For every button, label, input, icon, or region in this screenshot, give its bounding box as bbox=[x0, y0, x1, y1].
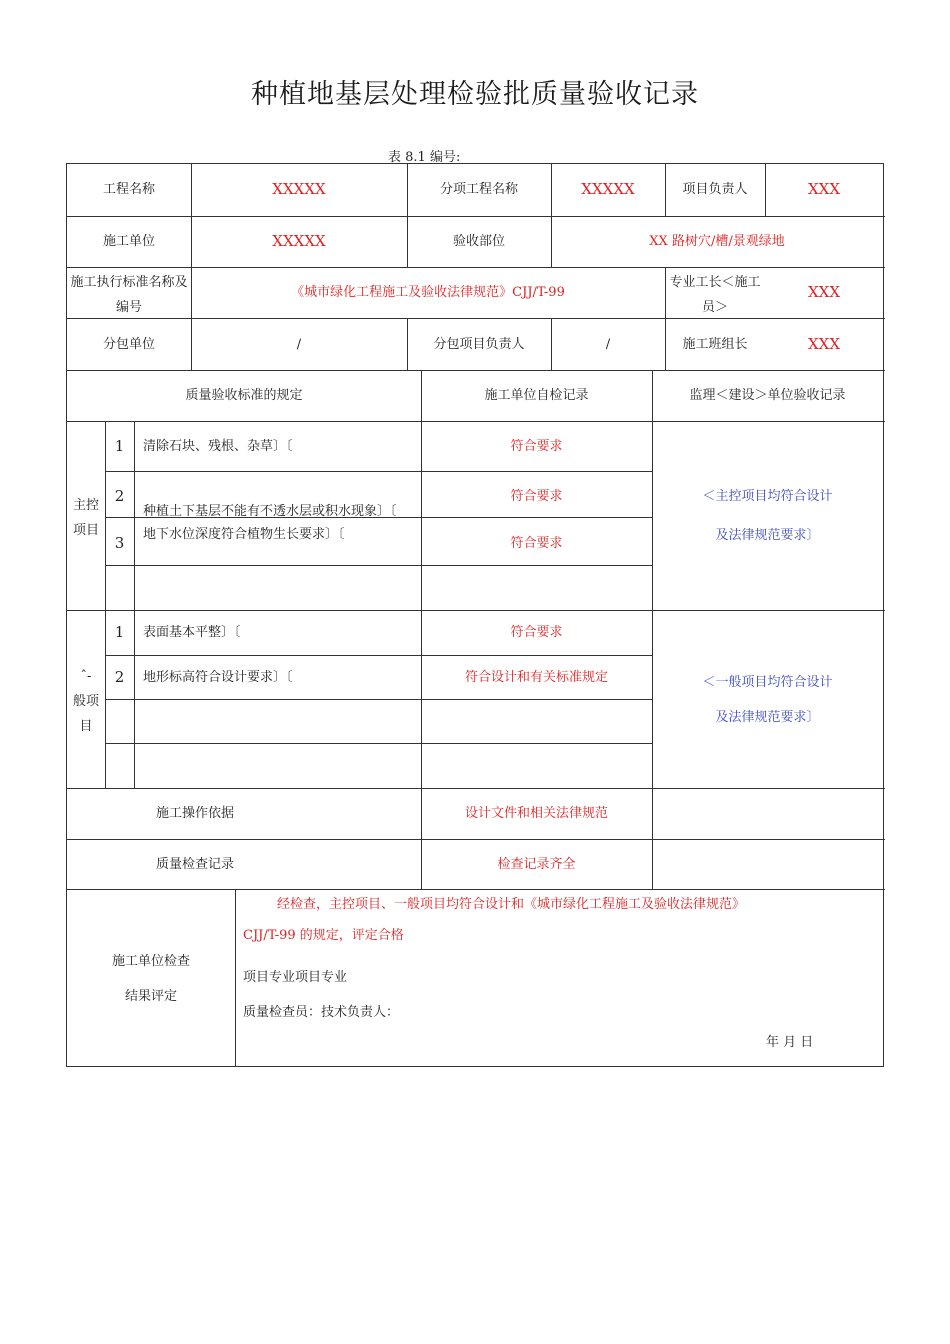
project-manager-value: XXX bbox=[807, 180, 841, 198]
standard-label-line1: 施工执行标准名称及 bbox=[70, 275, 188, 290]
evaluation-label-line2: 结果评定 bbox=[124, 989, 177, 1004]
general-item-1-no: 1 bbox=[114, 623, 125, 641]
evaluation-sign-line2: 质量检查员：技术负责人： bbox=[243, 1005, 400, 1020]
contractor-value: XXXXX bbox=[272, 232, 326, 250]
contractor-label: 施工单位 bbox=[102, 234, 155, 249]
subcontractor-value: / bbox=[296, 337, 302, 352]
foreman-value: XXX bbox=[807, 283, 841, 301]
table-number: 表 8.1 编号: bbox=[388, 150, 461, 165]
subitem-name-label: 分项工程名称 bbox=[439, 182, 518, 197]
main-item-3-text: 地下水位深度符合植物生长要求〕〔 bbox=[143, 527, 345, 542]
general-item-2-no: 2 bbox=[114, 668, 125, 686]
main-item-1-result: 符合要求 bbox=[510, 439, 563, 454]
general-item-2-text: 地形标高符合设计要求〕〔 bbox=[143, 670, 293, 685]
general-item-1-text: 表面基本平整〕〔 bbox=[143, 625, 241, 640]
main-supervision-line1: ＜主控项目均符合设计 bbox=[702, 489, 833, 504]
standard-value: 《城市绿化工程施工及验收法律规范》CJJ/T-99 bbox=[291, 285, 565, 300]
column-header-supervision: 监理＜建设＞单位验收记录 bbox=[689, 388, 846, 403]
quality-record-label: 质量检查记录 bbox=[155, 857, 234, 872]
general-supervision-line2: 及法律规范要求〕 bbox=[715, 710, 820, 725]
evaluation-text-line1: 经检查，主控项目、一般项目均符合设计和《城市绿化工程施工及验收法律规范》 bbox=[277, 897, 746, 912]
column-header-standard: 质量验收标准的规定 bbox=[185, 388, 303, 403]
main-control-label-line2: 项目 bbox=[72, 523, 99, 538]
subitem-name-value: XXXXX bbox=[581, 180, 635, 198]
evaluation-text-line2: CJJ/T-99 的规定，评定合格 bbox=[243, 928, 404, 943]
sub-manager-value: / bbox=[605, 337, 611, 352]
foreman-label-line1: 专业工长＜施工 bbox=[669, 275, 761, 290]
acceptance-part-value: XX 路树穴/槽/景观绿地 bbox=[649, 234, 785, 249]
general-label-line1: ˆ- bbox=[80, 669, 92, 684]
main-supervision-line2: 及法律规范要求〕 bbox=[715, 528, 820, 543]
main-item-3-result: 符合要求 bbox=[510, 536, 563, 551]
team-leader-value: XXX bbox=[807, 335, 841, 353]
project-name-label: 工程名称 bbox=[102, 182, 155, 197]
evaluation-sign-line1: 项目专业项目专业 bbox=[243, 970, 348, 985]
general-item-2-result: 符合设计和有关标准规定 bbox=[464, 670, 608, 685]
acceptance-part-label: 验收部位 bbox=[452, 234, 505, 249]
quality-record-value: 检查记录齐全 bbox=[497, 857, 576, 872]
column-header-self-check: 施工单位自检记录 bbox=[484, 388, 589, 403]
operation-basis-value: 设计文件和相关法律规范 bbox=[464, 806, 608, 821]
subcontractor-label: 分包单位 bbox=[102, 337, 155, 352]
main-item-2-result: 符合要求 bbox=[510, 489, 563, 504]
main-item-1-no: 1 bbox=[114, 437, 125, 455]
standard-label-line2: 编号 bbox=[115, 300, 142, 315]
main-item-2-no: 2 bbox=[114, 487, 125, 505]
main-control-label-line1: 主控 bbox=[72, 498, 99, 513]
foreman-label-line2: 员＞ bbox=[701, 300, 728, 315]
operation-basis-label: 施工操作依据 bbox=[155, 806, 234, 821]
main-item-2-text: 种植土下基层不能有不透水层或积水现象〕〔 bbox=[143, 504, 397, 519]
acceptance-record-table bbox=[66, 163, 884, 1067]
project-name-value: XXXXX bbox=[272, 180, 326, 198]
team-leader-label: 施工班组长 bbox=[682, 337, 748, 352]
general-supervision-line1: ＜一般项目均符合设计 bbox=[702, 675, 833, 690]
main-item-3-no: 3 bbox=[114, 534, 125, 552]
general-label-line2: 般项 bbox=[72, 694, 99, 709]
general-label-line3: 目 bbox=[79, 719, 93, 734]
project-manager-label: 项目负责人 bbox=[682, 182, 748, 197]
evaluation-label-line1: 施工单位检查 bbox=[111, 954, 190, 969]
page-title: 种植地基层处理检验批质量验收记录 bbox=[251, 79, 699, 110]
evaluation-date: 年 月 日 bbox=[766, 1035, 814, 1050]
main-item-1-text: 清除石块、残根、杂草〕〔 bbox=[143, 439, 293, 454]
sub-manager-label: 分包项目负责人 bbox=[433, 337, 525, 352]
general-item-1-result: 符合要求 bbox=[510, 625, 563, 640]
